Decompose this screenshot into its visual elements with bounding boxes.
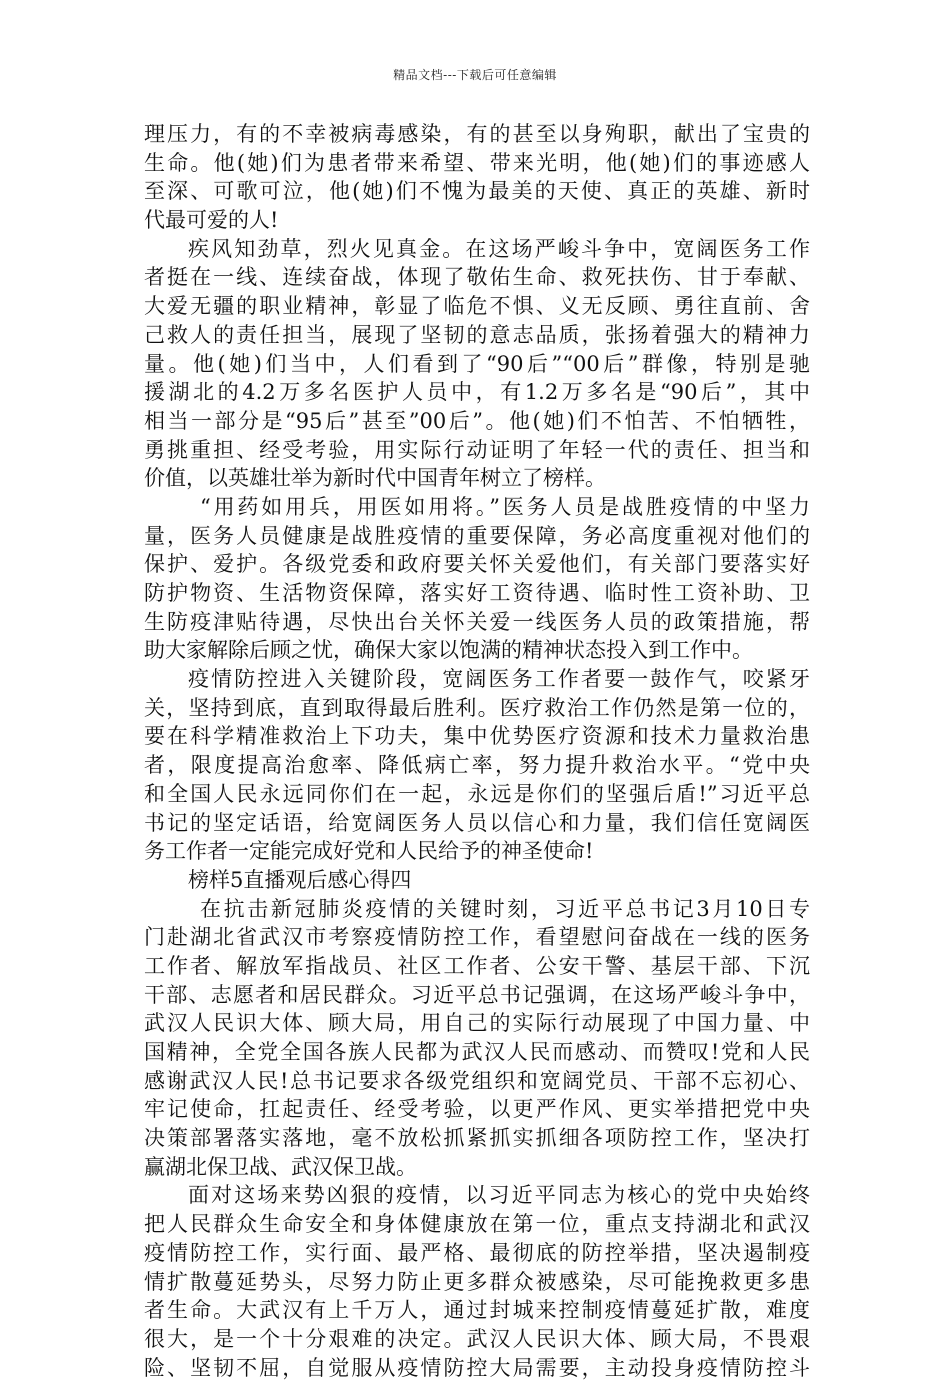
text-line: 相当一部分是“95后”甚至”00后”。他(她)们不怕苦、不怕牺牲， [144, 408, 810, 433]
text-line: 量，医务人员健康是战胜疫情的重要保障，务必高度重视对他们的 [144, 523, 810, 548]
section-heading: 榜样5直播观后感心得四 [188, 867, 412, 892]
text-line: 生防疫津贴待遇，尽快出台关怀关爱一线医务人员的政策措施，帮 [144, 609, 810, 634]
text-line: 决策部署落实落地，毫不放松抓紧抓实抓细各项防控工作，坚决打 [144, 1126, 810, 1151]
text-line: 干部、志愿者和居民群众。习近平总书记强调，在这场严峻斗争中， [144, 982, 810, 1007]
text-line: 生命。他(她)们为患者带来希望、带来光明，他(她)们的事迹感人 [144, 150, 810, 175]
text-line: 代最可爱的人! [144, 208, 279, 233]
text-line: 险、坚韧不屈，自觉服从疫情防控大局需要，主动投身疫情防控斗 [144, 1355, 810, 1380]
text-line: 理压力，有的不幸被病毒感染，有的甚至以身殉职，献出了宝贵的 [144, 122, 810, 146]
text-line: 者挺在一线、连续奋战，体现了敬佑生命、救死扶伤、甘于奉献、 [144, 265, 810, 290]
text-line: 勇挑重担、经受考验，用实际行动证明了年轻一代的责任、担当和 [144, 437, 810, 462]
text-line: 和全国人民永远同你们在一起，永远是你们的坚强后盾!”习近平总 [144, 781, 810, 806]
text-line: 把人民群众生命安全和身体健康放在第一位，重点支持湖北和武汉 [144, 1212, 810, 1237]
text-line: 工作者、解放军指战员、社区工作者、公安干警、基层干部、下沉 [144, 953, 810, 978]
text-line: 务工作者一定能完成好党和人民给予的神圣使命! [144, 839, 594, 864]
text-line: 情扩散蔓延势头，尽努力防止更多群众被感染，尽可能挽救更多患 [144, 1269, 810, 1294]
paragraph-first-line: “用药如用兵，用医如用将。”医务人员是战胜疫情的中坚力 [200, 494, 810, 519]
text-line: 大爱无疆的职业精神，彰显了临危不惧、义无反顾、勇往直前、舍 [144, 294, 810, 319]
text-line: 关，坚持到底，直到取得最后胜利。医疗救治工作仍然是第一位的， [144, 695, 810, 720]
paragraph-first-line: 疾风知劲草，烈火见真金。在这场严峻斗争中，宽阔医务工作 [188, 236, 810, 261]
text-line: 保护、爱护。各级党委和政府要关怀关爱他们，有关部门要落实好 [144, 552, 810, 577]
paragraph-first-line: 面对这场来势凶狠的疫情，以习近平同志为核心的党中央始终 [188, 1183, 810, 1208]
text-line: 牢记使命，扛起责任、经受考验，以更严作风、更实举措把党中央 [144, 1097, 810, 1122]
text-line: 援湖北的4.2万多名医护人员中，有1.2万多名是“90后”，其中 [144, 380, 810, 405]
paragraph-first-line: 疫情防控进入关键阶段，宽阔医务工作者要一鼓作气，咬紧牙 [188, 667, 810, 692]
text-line: 武汉人民识大体、顾大局，用自己的实际行动展现了中国力量、中 [144, 1011, 810, 1036]
text-line: 者生命。大武汉有上千万人，通过封城来控制疫情蔓延扩散，难度 [144, 1298, 810, 1323]
text-line: 己救人的责任担当，展现了坚韧的意志品质，张扬着强大的精神力 [144, 322, 810, 347]
text-line: 门赴湖北省武汉市考察疫情防控工作，看望慰问奋战在一线的医务 [144, 925, 810, 950]
text-line: 赢湖北保卫战、武汉保卫战。 [144, 1154, 417, 1179]
text-line: 感谢武汉人民!总书记要求各级党组织和宽阔党员、干部不忘初心、 [144, 1068, 810, 1093]
text-line: 至深、可歌可泣，他(她)们不愧为最美的天使、真正的英雄、新时 [144, 179, 810, 204]
text-line: 很大，是一个十分艰难的决定。武汉人民识大体、顾大局，不畏艰 [144, 1326, 810, 1351]
text-line: 要在科学精准救治上下功夫，集中优势医疗资源和技术力量救治患 [144, 724, 810, 749]
text-line: 国精神，全党全国各族人民都为武汉人民而感动、而赞叹!党和人民 [144, 1040, 810, 1064]
text-line: 者，限度提高治愈率、降低病亡率，努力提升救治水平。“党中央 [144, 753, 810, 778]
text-line: 疫情防控工作，实行面、最严格、最彻底的防控举措，坚决遏制疫 [144, 1240, 810, 1265]
paragraph-first-line: 在抗击新冠肺炎疫情的关键时刻，习近平总书记3月10日专 [200, 896, 810, 921]
text-line: 助大家解除后顾之忧，确保大家以饱满的精神状态投入到工作中。 [144, 638, 753, 663]
text-line: 书记的坚定话语，给宽阔医务人员以信心和力量，我们信任宽阔医 [144, 810, 810, 835]
text-line: 量。他(她)们当中，人们看到了“90后”“00后”群像，特别是驰 [144, 351, 810, 376]
text-line: 防护物资、生活物资保障，落实好工资待遇、临时性工资补助、卫 [144, 581, 810, 605]
document-body [144, 120, 810, 1382]
page-header: 精品文档---下载后可任意编辑 [393, 68, 557, 82]
text-line: 价值，以英雄壮举为新时代中国青年树立了榜样。 [144, 466, 606, 491]
